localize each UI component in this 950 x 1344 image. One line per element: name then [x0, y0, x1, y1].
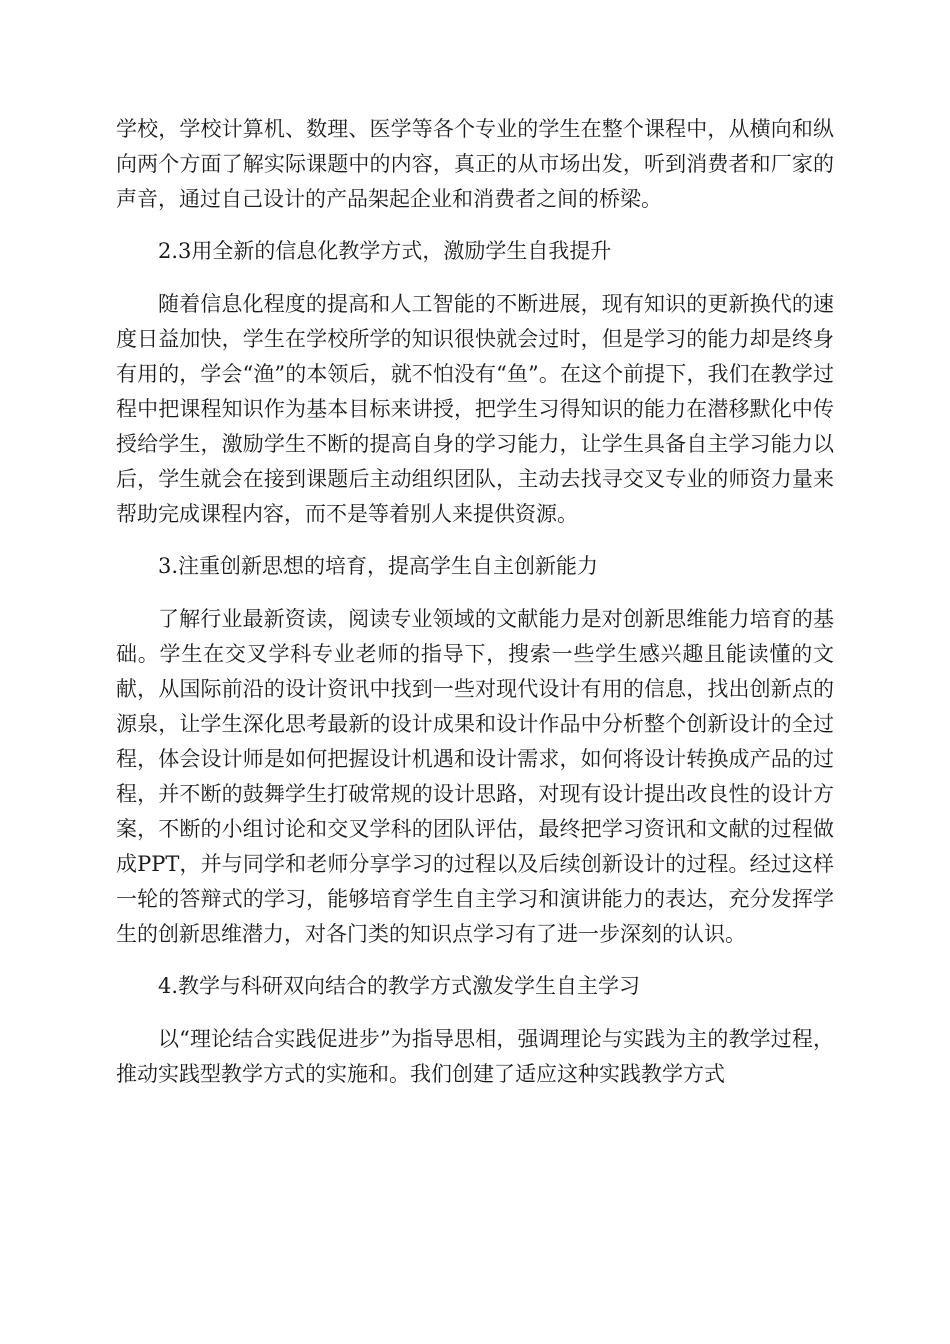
paragraph-teaching-research: 以“理论结合实践促进步”为指导思相，强调理论与实践为主的教学过程，推动实践型教学方式的实施和。我们创建了适应这种实践教学方式	[116, 1027, 834, 1086]
document-page	[116, 112, 834, 1092]
paragraph-information-teaching: 随着信息化程度的提高和人工智能的不断进展，现有知识的更新换代的速度日益加快，学生在学校所学的知识很快就会过时，但是学习的能力却是终身有用的，学会“渔”的本领后，就不怕没有“鱼”。在这个前提下，我们在教学过程中把课程知识作为基本目标来讲授，把学生习得知识的能力在潜移默化中传授给学生，激励学生不断的提高自身的学习能力，让学生具备自主学习能力以后，学生就会在接到课题后主动组织团队，主动去找寻交叉专业的师资力量来帮助完成课程内容，而不是等着别人来提供资源。	[116, 292, 834, 526]
section-heading-2-3: 2.3用全新的信息化教学方式，激励学生自我提升	[158, 239, 612, 263]
paragraph-innovation-thinking: 了解行业最新资读，阅读专业领域的文献能力是对创新思维能力培育的基础。学生在交叉学科专业老师的指导下，搜索一些学生感兴趣且能读懂的文献，从国际前沿的设计资讯中找到一些对现代设计有用的信息，找出创新点的源泉，让学生深化思考最新的设计成果和设计作品中分析整个创新设计的全过程，体会设计师是如何把握设计机遇和设计需求，如何将设计转换成产品的过程，并不断的鼓舞学生打破常规的设计思路，对现有设计提出改良性的设计方案，不断的小组讨论和交叉学科的团队评估，最终把学习资讯和文献的过程做成PPT，并与同学和老师分享学习的过程以及后续创新设计的过程。经过这样一轮的答辩式的学习，能够培育学生自主学习和演讲能力的表达，充分发挥学生的创新思维潜力，对各门类的知识点学习有了进一步深刻的认识。	[116, 607, 834, 946]
section-heading-4: 4.教学与科研双向结合的教学方式激发学生自主学习	[158, 974, 641, 998]
section-heading-3: 3.注重创新思想的培育，提高学生自主创新能力	[158, 554, 599, 578]
paragraph-continuation: 学校，学校计算机、数理、医学等各个专业的学生在整个课程中，从横向和纵向两个方面了解实际课题中的内容，真正的从市场出发，听到消费者和厂家的声音，通过自己设计的产品架起企业和消费者之间的桥梁。	[116, 117, 834, 211]
